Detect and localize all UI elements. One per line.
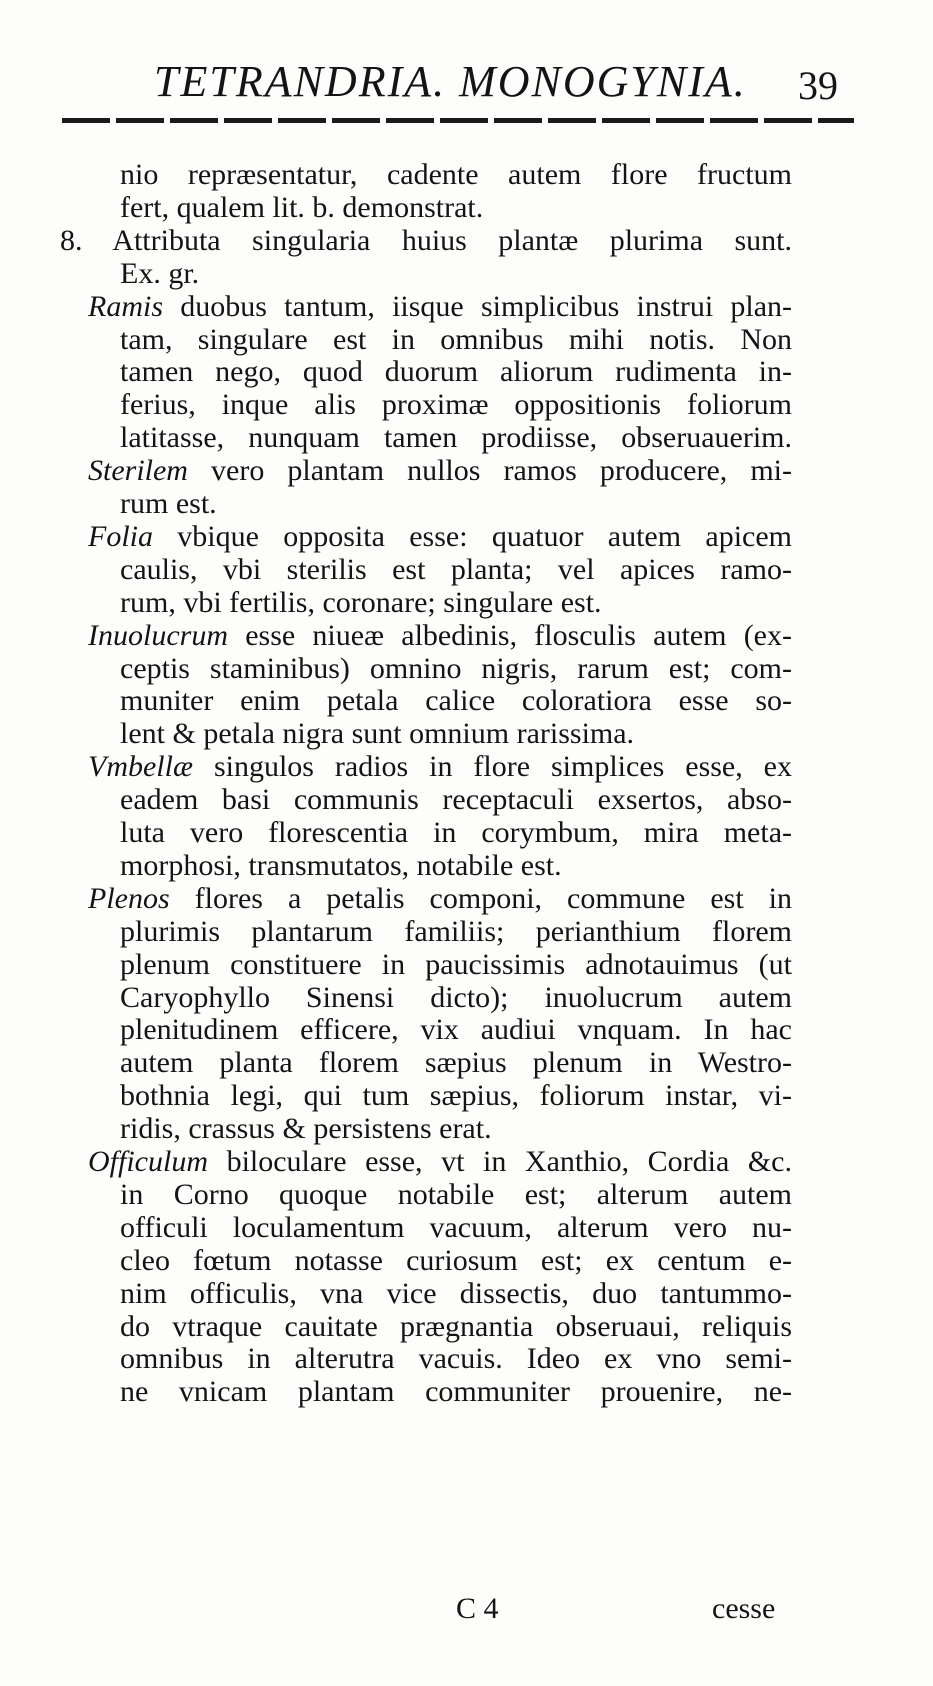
- line-text: morphosi, transmutatos, notabile est.: [120, 848, 562, 882]
- section-number: 8.: [60, 223, 83, 257]
- text-line: [120, 553, 792, 587]
- line-text: plenum constituere in paucissimis adnotauimus (ut: [120, 947, 792, 981]
- text-line: [120, 1112, 492, 1146]
- text-line: [120, 816, 792, 850]
- text-line: [120, 388, 792, 422]
- lead-term: Folia: [88, 519, 153, 553]
- line-text: ne vnicam plantam communiter prouenire, ne-: [120, 1375, 792, 1409]
- text-line: [120, 849, 562, 883]
- text-line: [120, 717, 634, 751]
- text-line: [88, 750, 792, 784]
- line-text: caulis, vbi sterilis est planta; vel apices ramo-: [120, 552, 792, 586]
- line-text: ferius, inque alis proximæ oppositionis foliorum: [120, 388, 792, 422]
- line-text: fert, qualem lit. b. demonstrat.: [120, 190, 484, 224]
- line-text: in Corno quoque notabile est; alterum autem: [120, 1177, 792, 1211]
- text-line: [88, 1145, 792, 1179]
- text-line: [88, 454, 792, 488]
- running-title: TETRANDRIA. MONOGYNIA.: [154, 57, 747, 106]
- line-text: vbique opposita esse: quatuor autem apicem: [153, 519, 792, 553]
- line-text: singulos radios in flore simplices esse, ex: [193, 750, 792, 784]
- text-line: [120, 915, 792, 949]
- line-text: lent & petala nigra sunt omnium rarissima.: [120, 717, 635, 751]
- text-line: [120, 487, 217, 521]
- line-text: cleo fœtum notasse curiosum est; ex centum e-: [120, 1243, 792, 1277]
- line-text: Ex. gr.: [120, 256, 200, 290]
- line-text: officuli loculamentum vacuum, alterum vero nu-: [120, 1210, 792, 1244]
- line-text: nim officulis, vna vice dissectis, duo tantummo-: [120, 1276, 792, 1310]
- line-text: nio repræsentatur, cadente autem flore fructum: [120, 158, 792, 191]
- text-line: [88, 619, 792, 653]
- lead-term: Sterilem: [88, 454, 188, 488]
- lead-term: Ramis: [88, 289, 163, 323]
- line-text: eadem basi communis receptaculi exsertos, abso-: [120, 783, 792, 817]
- line-text: duobus tantum, iisque simplicibus instrui plan-: [163, 289, 792, 323]
- line-text: ceptis staminibus) omnino nigris, rarum est; com-: [120, 651, 792, 685]
- line-text: plenitudinem efficere, vix audiui vnquam. In hac: [120, 1013, 792, 1047]
- text-line: [120, 948, 792, 982]
- header-rule: [62, 118, 854, 123]
- line-text: Caryophyllo Sinensi dicto); inuolucrum autem: [120, 980, 792, 1014]
- text-line: [120, 1375, 792, 1409]
- line-text: luta vero florescentia in corymbum, mira meta-: [120, 816, 792, 849]
- line-text: ridis, crassus & persistens erat.: [120, 1112, 492, 1146]
- line-text: do vtraque cauitate prægnantia obseruaui, reliquis: [120, 1309, 792, 1343]
- line-text: bothnia legi, qui tum sæpius, foliorum instar, vi-: [120, 1079, 792, 1113]
- signature-mark: C 4: [456, 1592, 499, 1625]
- line-text: Attributa singularia huius plantæ plurima sunt.: [82, 223, 792, 257]
- running-header: [60, 52, 860, 108]
- line-text: omnibus in alterutra vacuis. Ideo ex vno semi-: [120, 1342, 792, 1376]
- line-text: esse niueæ albedinis, flosculis autem (ex-: [227, 618, 792, 652]
- page-number: 39: [798, 63, 838, 108]
- text-line: [60, 224, 792, 258]
- lead-term: Officulum: [88, 1145, 208, 1178]
- line-text: latitasse, nunquam tamen prodiisse, obseruauerim.: [120, 421, 792, 455]
- text-line: [120, 1046, 792, 1080]
- line-text: muniter enim petala calice coloratiora esse so-: [120, 684, 792, 718]
- text-line: [120, 652, 792, 686]
- text-line: [120, 586, 602, 620]
- text-line: [120, 1013, 792, 1047]
- text-line: [120, 1079, 792, 1113]
- line-text: rum est.: [120, 487, 217, 520]
- text-line: [88, 520, 792, 554]
- line-text: autem planta florem sæpius plenum in Westro-: [120, 1046, 792, 1080]
- text-line: [120, 1342, 792, 1376]
- text-line: [120, 191, 483, 225]
- line-text: biloculare esse, vt in Xanthio, Cordia &c.: [208, 1145, 792, 1178]
- text-line: [120, 323, 792, 357]
- catchword: cesse: [712, 1592, 776, 1625]
- line-text: tam, singulare est in omnibus mihi notis. Non: [120, 322, 792, 356]
- line-text: tamen nego, quod duorum aliorum rudimenta in-: [120, 355, 792, 389]
- text-line: [120, 1178, 792, 1212]
- text-line: [120, 1211, 792, 1245]
- text-line: [120, 1277, 792, 1311]
- line-text: plurimis plantarum familiis; perianthium florem: [120, 914, 792, 948]
- text-line: [88, 290, 792, 324]
- text-line: [120, 257, 199, 291]
- line-text: vero plantam nullos ramos producere, mi-: [187, 454, 792, 488]
- text-line: [120, 684, 792, 718]
- lead-term: Inuolucrum: [88, 618, 228, 652]
- lead-term: Vmbellæ: [88, 750, 193, 784]
- text-line: [120, 981, 792, 1015]
- text-line: [120, 1244, 792, 1278]
- text-line: [120, 355, 792, 389]
- lead-term: Plenos: [88, 881, 170, 915]
- text-line: [120, 158, 792, 192]
- text-line: [120, 1310, 792, 1344]
- text-line: [120, 783, 792, 817]
- text-line: [120, 421, 792, 455]
- text-line: [88, 882, 792, 916]
- line-text: flores a petalis componi, commune est in: [169, 881, 792, 915]
- line-text: rum, vbi fertilis, coronare; singulare est.: [120, 585, 602, 619]
